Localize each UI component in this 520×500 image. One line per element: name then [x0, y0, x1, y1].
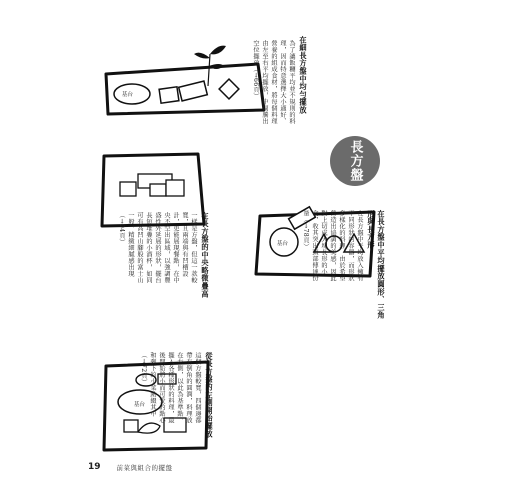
chapter-title: 前菜與組合的擺盤	[116, 463, 173, 472]
tray-label-4: 基台	[134, 402, 146, 408]
section-3-title: 在長方盤中平均擺放圓形、三角形與長方形	[367, 210, 386, 320]
tray-label-1: 基台	[122, 92, 134, 98]
section-4-title: 從長方盤的左側開始擺放	[205, 352, 214, 438]
section-3-body: 在長方盤中平均放入擁有不同形狀的容器，而形狀多樣化的料理，由於希望營造出協調的美感，因此對上切成大塊長形的小食，收其突出頭部傳達份量（→78頁）	[302, 210, 363, 282]
tray-label-3: 基台	[277, 241, 289, 247]
page-number: 19	[88, 462, 101, 472]
section-2-title: 在長方盤的中央略微疊高	[201, 212, 210, 298]
section-badge-label: 長方盤	[347, 140, 363, 182]
section-badge	[330, 136, 380, 186]
page-footer	[88, 462, 173, 472]
sketch-narrow-tray	[100, 36, 270, 116]
section-2-body: 一樣是方盤，但這一款較寬，且兩端與有凹槽設計，更能展現餐點，在中央不空出區域，以強調豐盛性外延展的形狀，擺台長短堆疊的小酒杯，如同可有高凹山腳般的富士山一般，精緻細膩感出現（→94頁）	[118, 212, 197, 284]
section-1-body: 為了讓飯糰平均並不規則的料理，因而特意選擇大小適好、營養的組成食材，將每個料理由左至右平均擺放，中間騰出空位擺放（→66頁）	[252, 40, 295, 125]
section-1-title: 在細長方盤中均勻擺放	[299, 36, 308, 114]
section-4-body: 這個方盤較寬，四個邊都帶有倒角的圓潤，料理放在左側，以此為基準點，擺入各種形狀的料理，最後開始將小而可愛的點心和剩下的小菜點綴其中（→72頁）	[140, 352, 201, 424]
